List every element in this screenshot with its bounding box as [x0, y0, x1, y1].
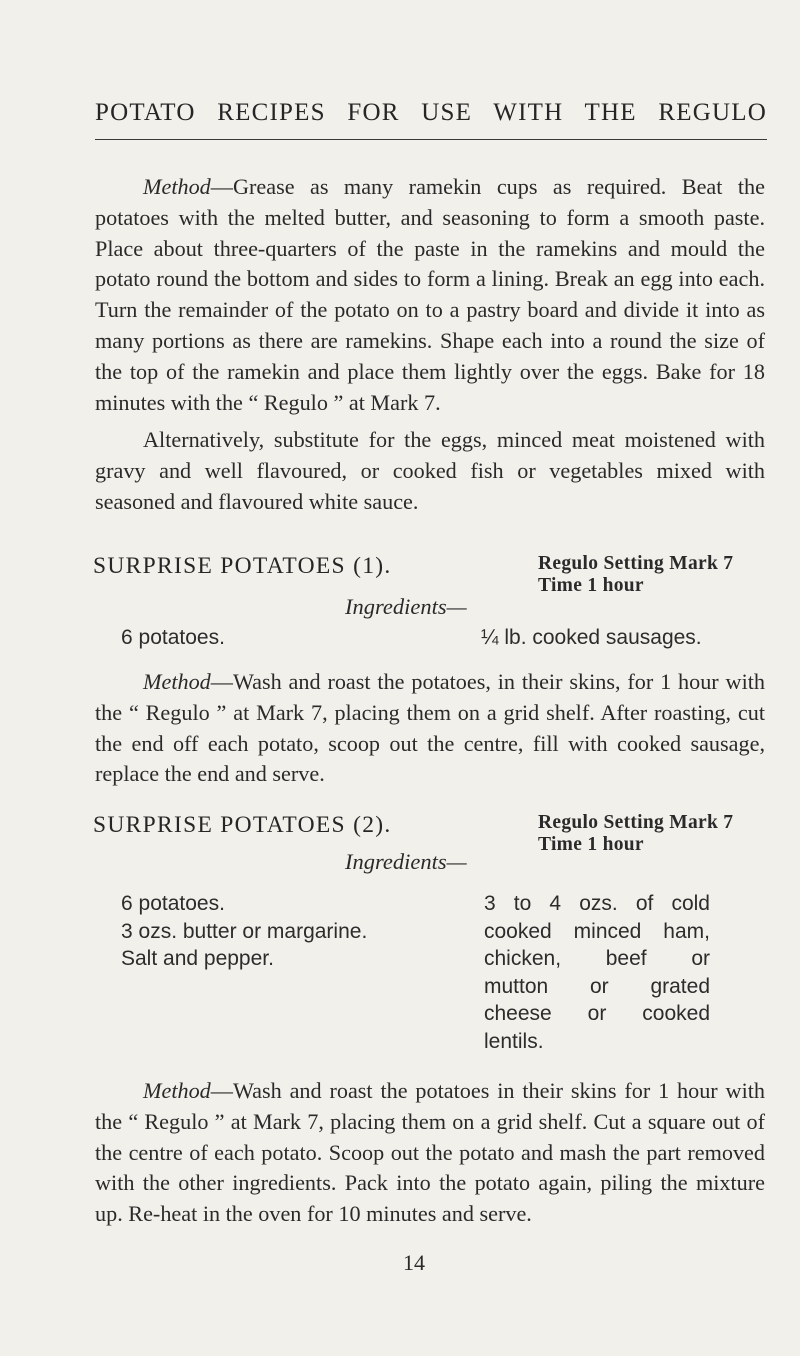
intro-alternative [95, 425, 765, 517]
running-head [95, 100, 767, 140]
recipe2-method [95, 1076, 765, 1230]
recipe1-method-label: Method [143, 669, 211, 694]
list-item: 3 to 4 ozs. of cold [484, 892, 710, 915]
recipe2-ingredients-right [484, 890, 710, 1055]
recipe1-ingredients-label: Ingredients— [345, 594, 467, 619]
list-item: Salt and pepper. [121, 947, 274, 970]
intro-alternative-text: Alternatively, substitute for the eggs, minced meat moistened with gravy and well flavoured, or cooked fish or vegetables mixed with seasoned and flavoured white sauce. [95, 427, 765, 514]
list-item: lentils. [484, 1029, 544, 1053]
recipe2-method-text: —Wash and roast the potatoes in their skins for 1 hour with the “ Regulo ” at Mark 7, placing them on a grid shelf. Cut a square out of the centre of each potato. Scoop out the potato and mash the part removed with the other ingredients. Pack into the potato again, piling the mixture up. Re-heat in the oven for 10 minutes and serve. [95, 1078, 765, 1227]
list-item: 6 potatoes. [121, 892, 225, 915]
recipe2-setting [538, 812, 733, 856]
recipe1-ingredient-left: 6 potatoes. [121, 626, 225, 649]
recipe1-setting-mark: Regulo Setting Mark 7 [538, 553, 734, 574]
intro-method [95, 172, 765, 418]
list-item: mutton or grated [484, 974, 710, 998]
recipe1-method-text: —Wash and roast the potatoes, in their skins, for 1 hour with the “ Regulo ” at Mark 7, placing them on a grid shelf. After roasting, cut the end off each potato, scoop out the centre, fill with cooked sausage, replace the end and serve. [95, 669, 765, 787]
recipe1-time: Time 1 hour [538, 575, 644, 596]
recipe2-title: SURPRISE POTATOES (2). [93, 812, 392, 838]
list-item: 3 ozs. butter or margarine. [121, 919, 368, 943]
list-item: cooked minced ham, [484, 919, 710, 943]
recipe2-ingredients-left [121, 890, 367, 973]
recipe2-method-label: Method [143, 1078, 211, 1103]
recipe1-method [95, 667, 765, 790]
recipe1-ingredient-right: ¼ lb. cooked sausages. [481, 626, 702, 649]
running-head-text: POTATO RECIPES FOR USE WITH THE REGULO [95, 99, 767, 126]
recipe1-title: SURPRISE POTATOES (1). [93, 553, 392, 579]
page-number: 14 [403, 1250, 425, 1275]
list-item: chicken, beef or [484, 947, 710, 970]
recipe2-ingredients-label: Ingredients— [345, 849, 467, 874]
intro-method-text: —Grease as many ramekin cups as required. Beat the potatoes with the melted butter, and seasoning to form a smooth paste. Place about three-quarters of the paste in the ramekins and mould the potato round the bottom and sides to form a lining. Break an egg into each. Turn the remainder of the potato on to a pastry board and divide it into as many portions as there are ramekins. Shape each into a round the size of the top of the ramekin and place them lightly over the eggs. Bake for 18 minutes with the “ Regulo ” at Mark 7. [95, 174, 765, 415]
list-item: cheese or cooked [484, 1002, 710, 1025]
recipe2-setting-mark: Regulo Setting Mark 7 [538, 812, 734, 833]
recipe1-setting [538, 553, 733, 597]
recipe2-time: Time 1 hour [538, 834, 644, 855]
intro-method-label: Method [143, 174, 211, 199]
